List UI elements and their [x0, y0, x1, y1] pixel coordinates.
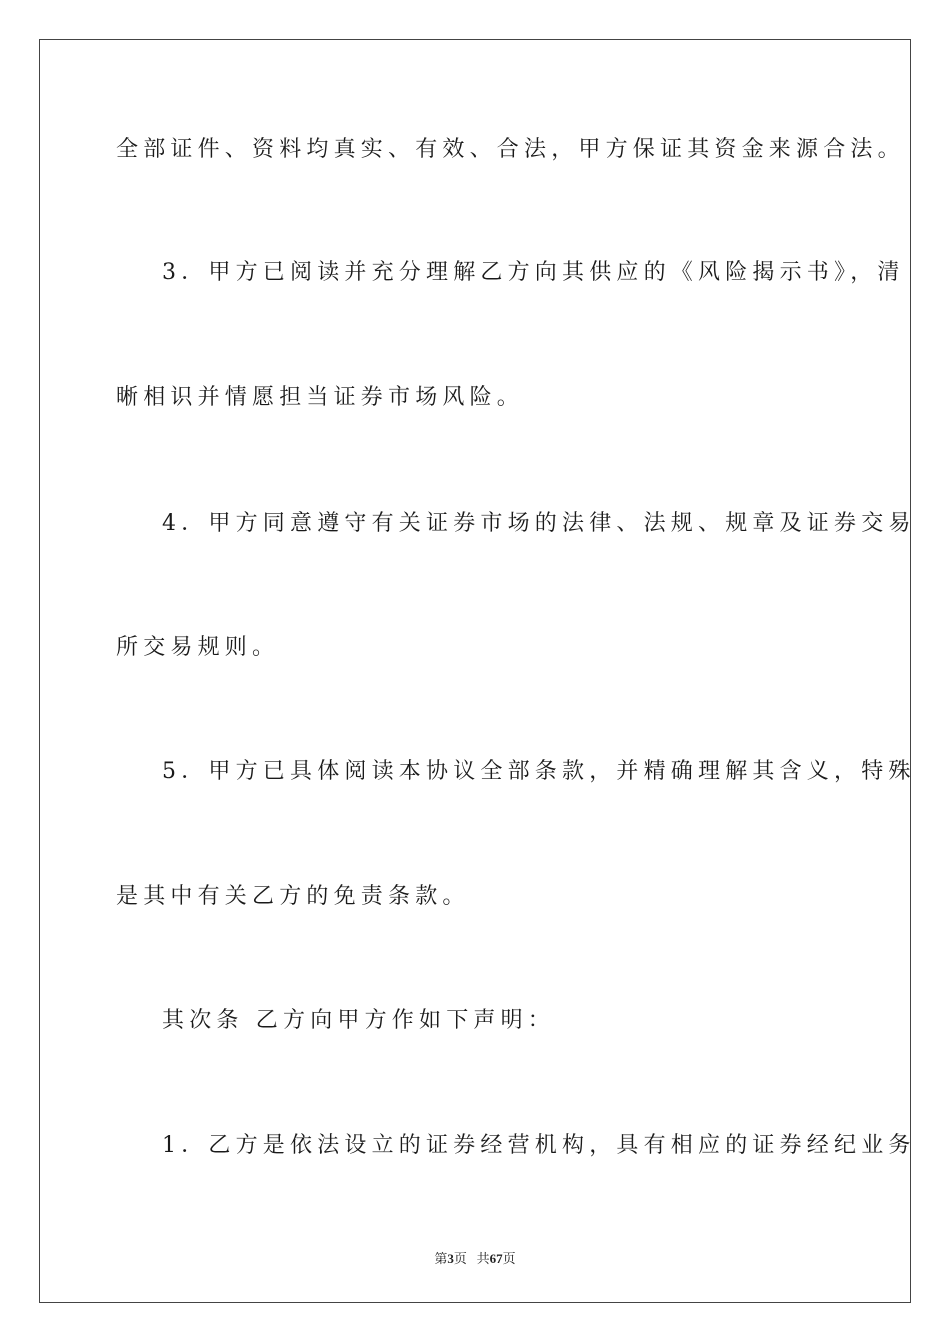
text-line: 4．甲方同意遵守有关证券市场的法律、法规、规章及证券交易	[162, 511, 916, 536]
text-line: 1．乙方是依法设立的证券经营机构，具有相应的证券经纪业务	[162, 1133, 916, 1158]
page-suffix: 页	[453, 1251, 467, 1266]
page-number: 3	[447, 1251, 454, 1266]
text-line: 全部证件、资料均真实、有效、合法，甲方保证其资金来源合法。	[116, 137, 905, 162]
text-line: 5．甲方已具体阅读本协议全部条款，并精确理解其含义，特殊	[162, 759, 916, 784]
page-footer	[0, 1248, 950, 1267]
text-line: 3．甲方已阅读并充分理解乙方向其供应的《风险揭示书》，清	[162, 260, 905, 285]
total-prefix: 共	[476, 1251, 490, 1266]
text-line: 是其中有关乙方的免责条款。	[116, 884, 470, 909]
text-line: 所交易规则。	[116, 635, 280, 660]
page-prefix: 第	[434, 1251, 448, 1266]
page-border	[39, 39, 916, 1303]
text-line: 晰相识并情愿担当证券市场风险。	[116, 385, 525, 410]
total-suffix: 页	[502, 1251, 516, 1266]
total-pages: 67	[489, 1251, 503, 1266]
text-line: 其次条 乙方向甲方作如下声明：	[162, 1008, 555, 1033]
